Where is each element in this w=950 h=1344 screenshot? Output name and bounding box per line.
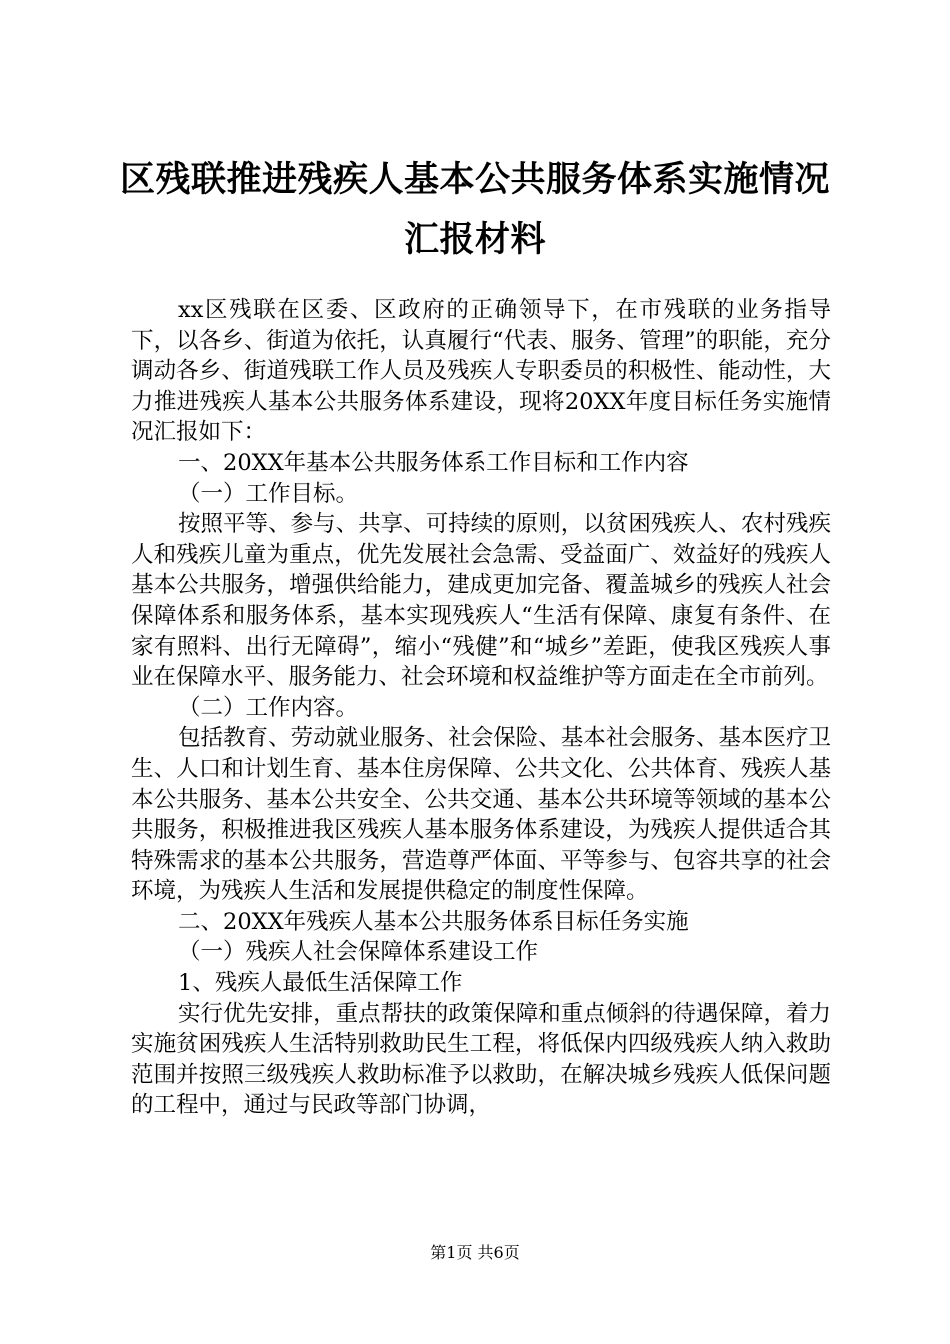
paragraph-work-content: 包括教育、劳动就业服务、社会保险、基本社会服务、基本医疗卫生、人口和计划生育、基本住房保障、公共文化、公共体育、残疾人基本公共服务、基本公共安全、公共交通、基本公共环境等领域的基本公共服务，积极推进我区残疾人基本服务体系建设，为残疾人提供适合其特殊需求的基本公共服务，营造尊严体面、平等参与、包容共享的社会环境，为残疾人生活和发展提供稳定的制度性保障。 [131,725,831,905]
item-heading-minimum-living: 1、残疾人最低生活保障工作 [178,970,463,997]
document-body [131,295,831,1121]
section-heading-1: 一、20XX年基本公共服务体系工作目标和工作内容 [178,449,689,476]
paragraph-intro: xx区残联在区委、区政府的正确领导下，在市残联的业务指导下，以各乡、街道为依托，认真履行“代表、服务、管理”的职能，充分调动各乡、街道残联工作人员及残疾人专职委员的积极性、能动性，大力推进残疾人基本公共服务体系建设，现将20XX年度目标任务实施情况汇报如下： [131,297,831,446]
paragraph-minimum-living: 实行优先安排，重点帮扶的政策保障和重点倾斜的待遇保障，着力实施贫困残疾人生活特别救助民生工程，将低保内四级残疾人纳入救助范围并按照三级残疾人救助标准予以救助，在解决城乡残疾人低保问题的工程中，通过与民政等部门协调， [131,1000,831,1119]
subsection-heading-work-goal: （一）工作目标。 [178,480,359,507]
document-title-line-2: 汇报材料 [403,220,546,260]
paragraph-work-goal: 按照平等、参与、共享、可持续的原则，以贫困残疾人、农村残疾人和残疾儿童为重点，优先发展社会急需、受益面广、效益好的残疾人基本公共服务，增强供给能力，建成更加完备、覆盖城乡的残疾人社会保障体系和服务体系，基本实现残疾人“生活有保障、康复有条件、在家有照料、出行无障碍”，缩小“残健”和“城乡”差距，使我区残疾人事业在保障水平、服务能力、社会环境和权益维护等方面走在全市前列。 [131,511,831,691]
document-title-line-1: 区残联推进残疾人基本公共服务体系实施情况 [119,160,830,200]
section-heading-2: 二、20XX年残疾人基本公共服务体系目标任务实施 [178,908,689,935]
subsection-heading-work-content: （二）工作内容。 [178,694,359,721]
page-footer: 第1页 共6页 [430,1243,520,1262]
subsection-heading-social-security: （一）残疾人社会保障体系建设工作 [178,939,539,966]
